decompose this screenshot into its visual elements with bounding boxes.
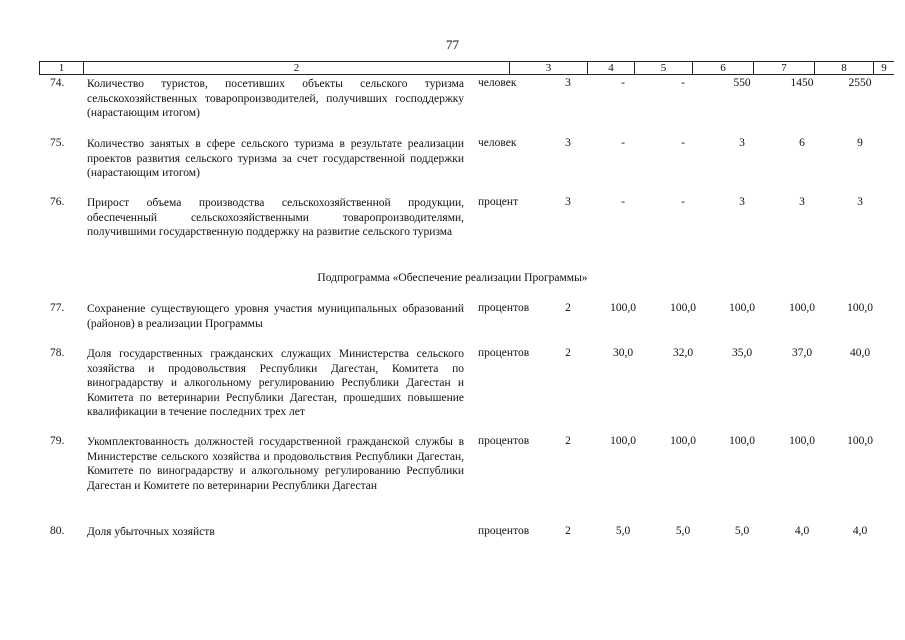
row-col-5: - xyxy=(621,196,625,208)
row-col-4: 2 xyxy=(565,435,571,447)
row-col-9: 2550 xyxy=(848,77,872,89)
row-col-6: 100,0 xyxy=(670,302,696,314)
row-col-5: 100,0 xyxy=(610,435,636,447)
row-col-7: 3 xyxy=(739,196,745,208)
row-number: 75. xyxy=(50,137,65,149)
row-col-6: - xyxy=(681,137,685,149)
row-col-6: 32,0 xyxy=(672,347,694,359)
row-col-4: 2 xyxy=(565,525,571,537)
row-number: 76. xyxy=(50,196,65,208)
row-number: 74. xyxy=(50,77,65,89)
row-col-4: 2 xyxy=(565,302,571,314)
row-col-6: 5,0 xyxy=(675,525,691,537)
row-col-7: 35,0 xyxy=(731,347,753,359)
row-col-6: - xyxy=(681,196,685,208)
row-col-6: 100,0 xyxy=(670,435,696,447)
row-unit: процентов xyxy=(478,347,530,359)
header-col-6: 6 xyxy=(693,62,754,74)
row-unit: человек xyxy=(478,137,517,149)
row-unit: процент xyxy=(478,196,519,208)
row-unit: процентов xyxy=(478,435,530,447)
row-col-4: 2 xyxy=(565,347,571,359)
row-col-8: 4,0 xyxy=(794,525,810,537)
row-col-7: 3 xyxy=(739,137,745,149)
row-unit: процентов xyxy=(478,525,530,537)
header-col-8: 8 xyxy=(815,62,874,74)
row-col-8: 1450 xyxy=(790,77,814,89)
row-number: 80. xyxy=(50,525,65,537)
header-col-5: 5 xyxy=(635,62,693,74)
row-description: Сохранение существующего уровня участия муниципальных образований (районов) в реализации Программы xyxy=(87,303,464,330)
row-number: 79. xyxy=(50,435,65,447)
row-col-5: 100,0 xyxy=(610,302,636,314)
row-col-4: 3 xyxy=(565,196,571,208)
row-col-9: 9 xyxy=(857,137,863,149)
row-col-9: 40,0 xyxy=(849,347,871,359)
row-description: Укомплектованность должностей государственной гражданской службы в Министерстве сельского хозяйства и продовольствия Республики Дагестан, Комитете по виноградарству и алкогольному регулированию Республики Дагестан и Комитете по ветеринарии Республики Дагестан xyxy=(87,436,464,492)
row-col-8: 100,0 xyxy=(789,435,815,447)
row-col-7: 550 xyxy=(733,77,751,89)
row-col-7: 100,0 xyxy=(729,302,755,314)
row-col-5: - xyxy=(621,137,625,149)
row-col-7: 5,0 xyxy=(734,525,750,537)
row-number: 78. xyxy=(50,347,65,359)
row-col-4: 3 xyxy=(565,77,571,89)
row-col-9: 3 xyxy=(857,196,863,208)
row-col-9: 100,0 xyxy=(847,435,873,447)
row-col-8: 37,0 xyxy=(791,347,813,359)
row-description: Доля государственных гражданских служащих Министерства сельского хозяйства и продовольствия Республики Дагестан, Комитета по виноградарству и алкогольному регулированию Республики Дагестан и Комитета по ветеринарии Республики Дагестан, прошедших повышение квалификации в течение последних трех лет xyxy=(87,348,464,419)
row-col-8: 6 xyxy=(799,137,805,149)
row-col-9: 4,0 xyxy=(852,525,868,537)
header-col-1: 1 xyxy=(40,62,84,74)
row-description: Доля убыточных хозяйств xyxy=(87,526,215,538)
row-description: Прирост объема производства сельскохозяйственной продукции, обеспеченный сельскохозяйственными товаропроизводителями, получившими государственную поддержку на развитие сельского туризма xyxy=(87,197,464,239)
row-description: Количество туристов, посетивших объекты сельского туризма сельскохозяйственных товаропроизводителей, получивших господдержку (нарастающим итогом) xyxy=(87,78,464,120)
row-col-9: 100,0 xyxy=(847,302,873,314)
page-number: 77 xyxy=(446,37,459,52)
row-col-8: 100,0 xyxy=(789,302,815,314)
row-unit: человек xyxy=(478,77,517,89)
header-col-4: 4 xyxy=(588,62,635,74)
header-col-7: 7 xyxy=(754,62,815,74)
section-title: Подпрограмма «Обеспечение реализации Программы» xyxy=(317,272,588,284)
row-col-5: 5,0 xyxy=(615,525,631,537)
table-header-row xyxy=(39,61,894,75)
row-col-6: - xyxy=(681,77,685,89)
row-col-4: 3 xyxy=(565,137,571,149)
row-col-5: 30,0 xyxy=(612,347,634,359)
row-number: 77. xyxy=(50,302,65,314)
row-col-5: - xyxy=(621,77,625,89)
row-col-7: 100,0 xyxy=(729,435,755,447)
row-col-8: 3 xyxy=(799,196,805,208)
header-col-9: 9 xyxy=(881,62,887,74)
row-unit: процентов xyxy=(478,302,530,314)
header-col-3: 3 xyxy=(510,62,588,74)
row-description: Количество занятых в сфере сельского туризма в результате реализации проектов развития сельского туризма за счет государственной поддержки (нарастающим итогом) xyxy=(87,138,464,180)
header-col-2: 2 xyxy=(84,62,510,74)
